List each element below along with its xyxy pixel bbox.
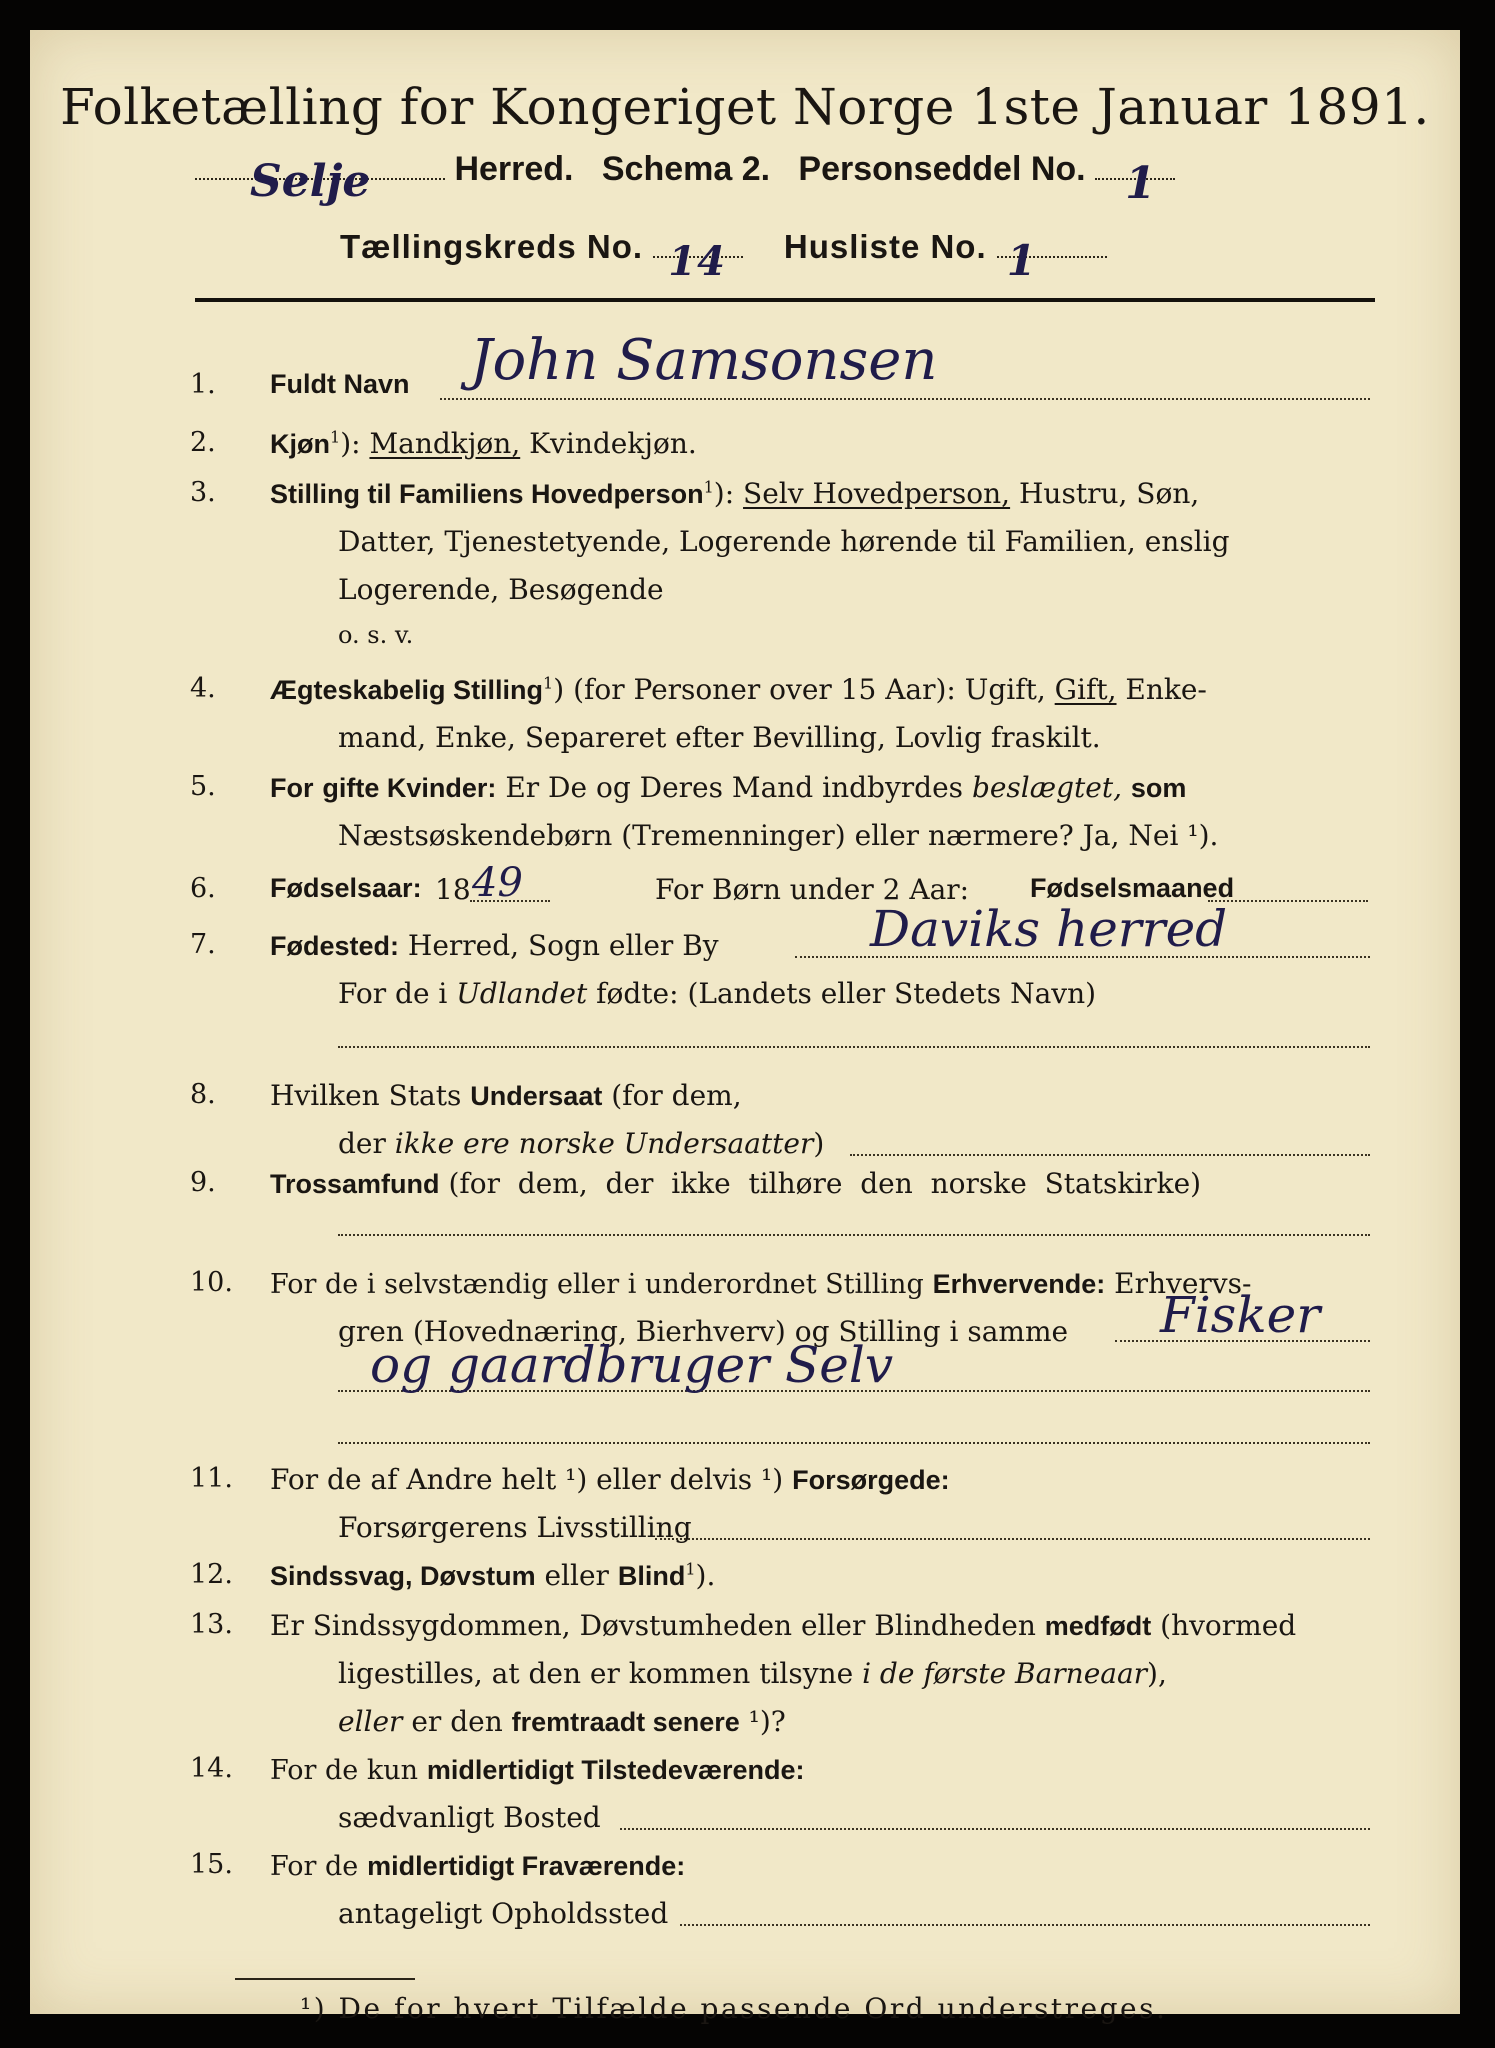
item-6-mid: For Børn under 2 Aar: — [655, 873, 970, 906]
item-1-label: Fuldt Navn — [270, 369, 410, 399]
item-8-line2-post: ) — [813, 1127, 825, 1160]
item-14-pre: For de kun — [270, 1755, 418, 1786]
header-kreds-line — [340, 228, 1107, 285]
husliste-label: Husliste No. — [783, 228, 987, 265]
item-13-number: 13. — [190, 1609, 233, 1640]
item-7-text: Herred, Sogn eller By — [407, 929, 719, 962]
item-13-post: (hvormed — [1160, 1609, 1297, 1642]
item-10-dots-3 — [338, 1442, 1370, 1444]
item-13-line2-italic: i de første Barneaar — [862, 1657, 1148, 1690]
item-12-post: ). — [695, 1559, 716, 1592]
item-8-post: (for dem, — [611, 1079, 742, 1112]
item-8-line2-pre: der — [338, 1127, 386, 1160]
item-8-pre: Hvilken Stats — [270, 1079, 462, 1112]
item-4-sup: 1 — [543, 673, 554, 693]
item-10-value-1: Fisker — [1160, 1286, 1321, 1344]
item-15-label: midlertidigt Fraværende: — [367, 1851, 686, 1881]
item-2-number: 2. — [190, 427, 216, 458]
item-13-line2-pre: ligestilles, at den er kommen tilsyne — [338, 1657, 854, 1690]
item-4-line2: mand, Enke, Separeret efter Bevilling, Lovlig fraskilt. — [338, 721, 1101, 754]
herred-field — [195, 156, 445, 207]
item-14-line2: sædvanligt Bosted — [338, 1801, 601, 1834]
item-12-label2: Blind — [617, 1561, 686, 1591]
item-13-line3-mid: er den — [411, 1705, 503, 1738]
item-5-label: gifte Kvinder: — [322, 773, 497, 803]
item-2-selected: Mandkjøn, — [369, 427, 521, 460]
item-7-answer-line — [338, 1046, 1370, 1048]
item-3-number: 3. — [190, 477, 216, 508]
item-11-line2: Forsørgerens Livsstilling — [338, 1511, 692, 1544]
item-7-value: Daviks herred — [870, 900, 1228, 958]
item-3-sup: 1 — [703, 477, 714, 497]
personseddel-field — [1095, 158, 1175, 209]
item-11-pre: For de af Andre helt ¹) eller delvis ¹) — [270, 1463, 784, 1496]
footnote: ¹) De for hvert Tilfælde passende Ord understreges. — [300, 1992, 1168, 2025]
item-6-month-label: Fødselsmaaned — [1030, 873, 1235, 903]
header-herred-line — [195, 150, 1395, 209]
item-4-label: Ægteskabelig Stilling — [270, 675, 544, 705]
item-12-label: Sindssvag, Døvstum — [270, 1561, 536, 1591]
herred-value: Selje — [250, 156, 371, 207]
item-10-number: 10. — [190, 1267, 233, 1298]
item-11-dotted-line — [655, 1538, 1370, 1540]
item-12-mid: eller — [544, 1559, 609, 1592]
item-5-italic: beslægtet, — [971, 771, 1122, 804]
header-divider — [195, 298, 1375, 302]
item-13-label: medfødt — [1044, 1611, 1152, 1641]
item-2-rest: Kvindekjøn. — [529, 427, 697, 460]
item-8-line2-italic: ikke ere norske Undersaatter — [394, 1127, 814, 1160]
item-7-label: Fødested: — [270, 931, 400, 961]
item-7-number: 7. — [190, 929, 216, 960]
item-4-selected: Gift, — [1054, 673, 1117, 706]
item-13-line3-italic: eller — [338, 1705, 403, 1738]
item-3-line3: Logerende, Besøgende — [338, 573, 664, 606]
item-11-number: 11. — [190, 1463, 233, 1494]
item-3-line4: o. s. v. — [338, 621, 414, 649]
personseddel-value: 1 — [1125, 158, 1156, 209]
item-8-label: Undersaat — [470, 1081, 603, 1111]
item-11-label: Forsørgede: — [792, 1465, 950, 1495]
item-6-month-dots — [1208, 900, 1368, 902]
item-9-number: 9. — [190, 1167, 216, 1198]
item-15-dotted-line — [680, 1924, 1370, 1926]
footnote-rule — [235, 1978, 415, 1980]
form-title: Folketælling for Kongeriget Norge 1ste Januar 1891. — [60, 78, 1430, 136]
herred-label: Herred. — [454, 150, 574, 188]
personseddel-label: Personseddel No. — [798, 150, 1086, 188]
item-1-dotted-line — [440, 398, 1370, 400]
item-4-line1-post: Enke- — [1125, 673, 1207, 706]
item-1-value: John Samsonsen — [470, 328, 938, 393]
item-10-label: Erhvervende: — [932, 1269, 1106, 1299]
item-10-pre: For de i selvstændig eller i underordnet Stilling — [270, 1269, 924, 1300]
item-6-number: 6. — [190, 873, 216, 904]
item-15-number: 15. — [190, 1849, 233, 1880]
item-5-end: som — [1130, 773, 1187, 803]
taellingskreds-value: 14 — [668, 238, 726, 285]
item-9-answer-line — [338, 1234, 1370, 1236]
item-2-label: Kjøn — [270, 429, 330, 459]
item-3-label: Stilling til Familiens Hovedperson — [270, 479, 704, 509]
item-9-text: (for dem, der ikke tilhøre den norske Statskirke) — [448, 1167, 1202, 1200]
item-12-sup: 1 — [685, 1559, 696, 1579]
item-6-year-value: 49 — [472, 860, 523, 906]
item-13-line3-bold: fremtraadt senere — [511, 1707, 740, 1737]
item-13-pre: Er Sindssygdommen, Døvstumheden eller Blindheden — [270, 1609, 1036, 1642]
item-4-number: 4. — [190, 673, 216, 704]
item-15-pre: For de — [270, 1851, 359, 1882]
item-10-line2: gren (Hovednæring, Bierhverv) og Stilling i samme — [338, 1315, 1069, 1348]
item-12-number: 12. — [190, 1559, 233, 1590]
item-3-line2: Datter, Tjenestetyende, Logerende hørende til Familien, enslig — [338, 525, 1230, 558]
husliste-value: 1 — [1006, 236, 1038, 285]
item-7-line2-italic: Udlandet — [456, 977, 588, 1010]
item-14-label: midlertidigt Tilstedeværende: — [426, 1755, 805, 1785]
item-8-dotted-line — [850, 1154, 1370, 1156]
item-9-label: Trossamfund — [270, 1169, 440, 1199]
item-14-number: 14. — [190, 1753, 233, 1784]
item-3-line1-rest: Hustru, Søn, — [1019, 477, 1200, 510]
taellingskreds-field — [653, 238, 743, 285]
item-3-selected: Selv Hovedperson, — [743, 477, 1011, 510]
item-6-year-dots — [470, 900, 550, 902]
item-10-post: Erhvervs- — [1114, 1267, 1252, 1300]
item-5-number: 5. — [190, 771, 216, 802]
item-6-label: Fødselsaar: — [270, 873, 422, 903]
item-2-sup: 1 — [330, 427, 341, 447]
item-1-number: 1. — [190, 369, 216, 400]
item-8-number: 8. — [190, 1079, 216, 1110]
item-13-line3-post: ¹)? — [748, 1705, 786, 1738]
item-5-pre: For — [270, 773, 314, 803]
item-5-line2: Næstsøskendebørn (Tremenninger) eller nærmere? Ja, Nei ¹). — [338, 819, 1219, 852]
item-7-line2-post: fødte: (Landets eller Stedets Navn) — [596, 977, 1097, 1010]
item-13-line2-post: ), — [1147, 1657, 1167, 1690]
census-form-sheet: Folketælling for Kongeriget Norge 1ste Januar 1891. Selje Herred. Schema 2. Personseddel No. 1 Tællingskreds No. 14 Husliste No. 1 1. Fuldt Navn John Samsonsen 2. Kjøn$^1$): Mandkjøn, Kvindekjøn. 3. Stilling til Familiens Hovedperson$^1$): Selv Hovedperson, Hustru, Søn, Datter, Tjenestetyende, Logerende hørende til Familien, enslig Logerende, Besøgende o. s. v. 4. Ægteskabelig Stilling$^1$) (for Personer over 15 Aar): Ugift, Gift, Enke- mand, Enke, Separeret efter Bevilling, Lovlig fraskilt. 5. For gifte Kvinder: Er De og Deres Mand indbyrdes beslægtet, som Næstsøskendebørn (Tremenninger) eller nærmere? Ja, Nei ¹). 6. Fødselsaar: 18 49 For Børn under 2 Aar: Fødselsmaaned 7. Fødested: Herred, Sogn eller By Daviks herred For de i Udlandet fødte: (Landets eller Stedets Navn) 8. Hvilken Stats Undersaat (for dem, der ikke ere norske Undersaatter) 9. Trossamfund (for dem, der ikke tilhøre den norske Statskirke) 10. For de i selvstændig eller i underordnet Stilling Erhvervende: Erhvervs- gren (Hovednæring, Bierhverv) og Stilling i samme Fisker og gaardbruger Selv 11. For de af Andre helt ¹) eller delvis ¹) Forsørgede: Forsørgerens Livsstilling 12. Sindssvag, Døvstum eller Blind$^1$). 13. Er Sindssygdommen, Døvstumheden eller Blindheden medfødt (hvormed ligestilles, at den er kommen tilsyne i de første Barneaar), eller er den fremtraadt senere ¹)? 14. For de kun midlertidigt Tilstedeværende: sædvanligt Bosted 15. For de midlertidigt Fraværende: antageligt Opholdssted ¹) De for hvert Tilfælde passende Ord understreges. — [30, 30, 1460, 2014]
item-14-dotted-line — [620, 1828, 1370, 1830]
schema-label: Schema 2. — [601, 150, 771, 188]
item-10-value-2: og gaardbruger Selv — [370, 1336, 894, 1394]
item-15-line2: antageligt Opholdssted — [338, 1897, 669, 1930]
item-4-line1-pre: (for Personer over 15 Aar): Ugift, — [573, 673, 1046, 706]
husliste-field — [997, 236, 1107, 285]
taellingskreds-label: Tællingskreds No. — [340, 228, 644, 265]
item-6-year-prefix: 18 — [435, 873, 471, 906]
item-7-line2-pre: For de i — [338, 977, 448, 1010]
item-5-mid: Er De og Deres Mand indbyrdes — [505, 771, 964, 804]
